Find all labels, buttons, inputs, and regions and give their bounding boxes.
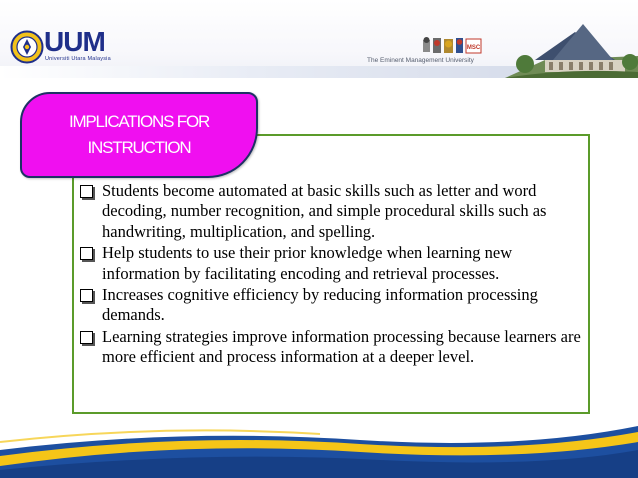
- awards-logos-icon: [422, 36, 482, 58]
- logo-subtitle: Universiti Utara Malaysia: [45, 56, 111, 62]
- list-item: [80, 285, 586, 326]
- uum-crest-icon: [10, 30, 44, 64]
- building-illustration-icon: [505, 20, 638, 78]
- list-item: [80, 181, 586, 242]
- checkbox-square-icon: [80, 247, 93, 260]
- award-badge-text: MSC: [466, 45, 481, 51]
- slide-title: [64, 109, 214, 161]
- title-line-1: IMPLICATIONS FOR: [68, 112, 210, 131]
- slide-header: [0, 0, 638, 78]
- logo-wordmark: UUM: [44, 26, 105, 57]
- bullet-text: Increases cognitive efficiency by reducing information processing demands.: [102, 285, 538, 325]
- slide-title-tab: [20, 92, 258, 178]
- title-line-2: INSTRUCTION: [87, 138, 191, 157]
- bullet-text: Students become automated at basic skills such as letter and word decoding, number recognition, and simple procedural skills such as handwriting, multiplication, and spelling.: [102, 181, 547, 241]
- bullet-text: Help students to use their prior knowledge when learning new information by facilitating encoding and retrieval processes.: [102, 243, 513, 283]
- checkbox-square-icon: [80, 289, 93, 302]
- bullet-text: Learning strategies improve information processing because learners are more efficient and process information at a deeper level.: [102, 326, 581, 367]
- footer-swoosh-decoration: [0, 420, 638, 478]
- list-item: [80, 243, 586, 284]
- list-item: [80, 327, 586, 368]
- bullet-list: [80, 181, 586, 369]
- university-tagline: The Eminent Management University: [367, 57, 474, 64]
- checkbox-square-icon: [80, 185, 93, 198]
- checkbox-square-icon: [80, 331, 93, 344]
